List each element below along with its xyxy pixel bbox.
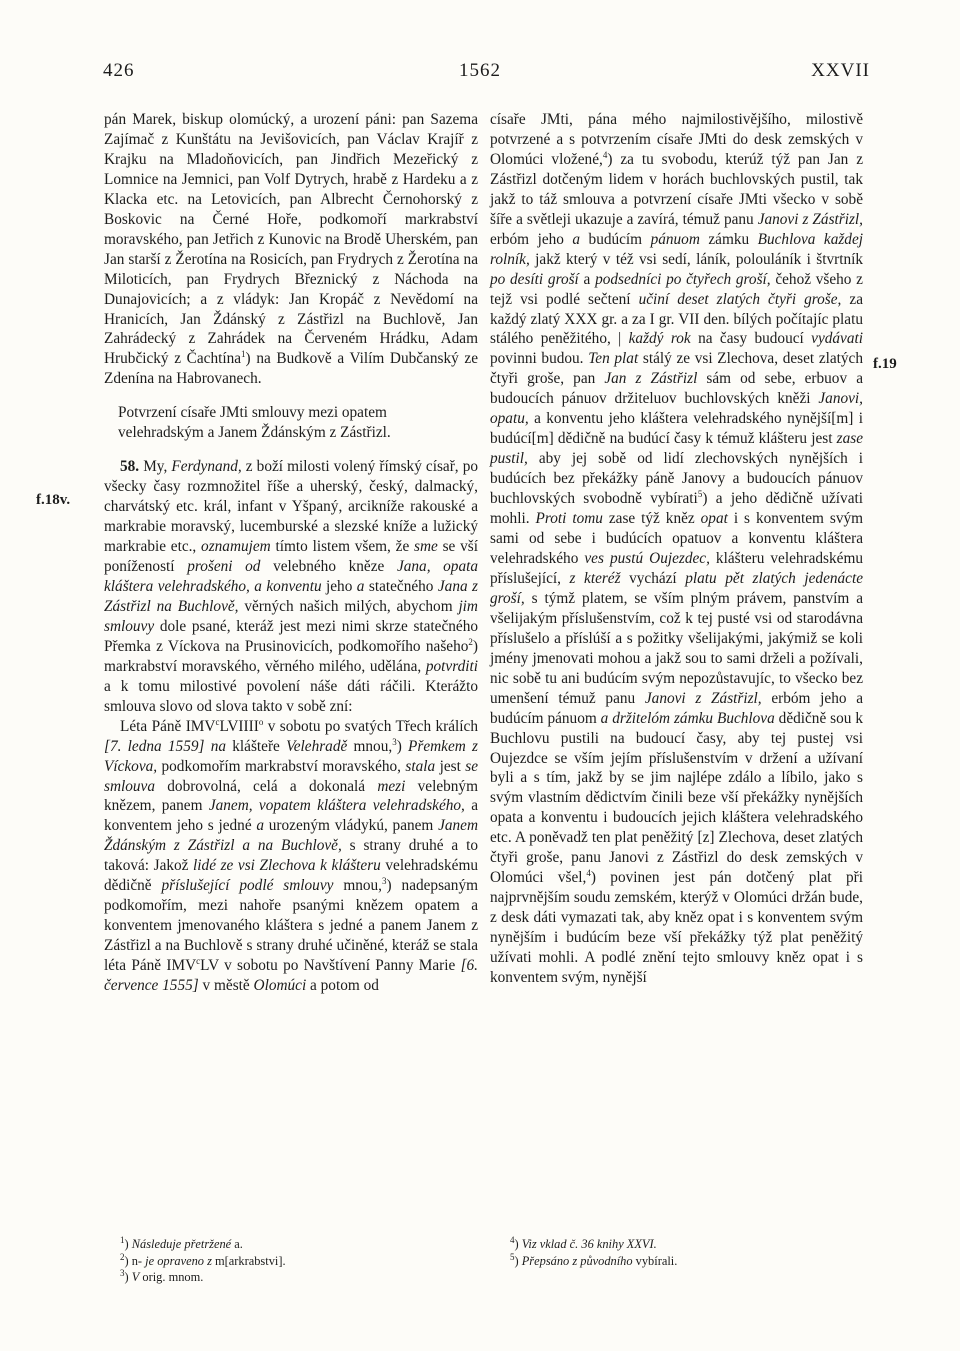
document-heading: Potvrzení císaře JMti smlouvy mezi opatem velehradským a Janem Ždánským z Zástřizl.	[118, 404, 391, 442]
footnote-4: $^4$) Viz vklad č. 36 knihy XXVI.	[510, 1234, 657, 1251]
footnote-3: $^3$) V orig. mnom.	[120, 1267, 204, 1284]
contract-continuation: císaře JMti, pána mého najmilostivějšího, milostivě potvrzené a s potvrzením císaře JMti do desk zemských v Olomúci vložené,$^4$) za tu svobodu, kterúž týž pan Jan z Zástřizl dotčeným lidem v horách buchlovských pustil, tak jakž to táž smlouva a potvrzení císaře JMti všecko v sobě šíře a světleji ukazuje a zavírá, témuž panu Janovi z Zástřizl, erbóm jeho a budúcím pánuom zámku Buchlova každej rolník, jakž který v též vsi sedí, láník, polouláník i štvrtník po desíti groší a podsedníci po čtyřech groší, čehož všeho z tejž vsi podlé sečtení učiní deset zlatých čtyři groše, za každý zlatý XXX gr. a za I gr. VII den. bílých počítajíc platu stálého peněžitého, | každý rok na časy budoucí vydávati povinni budou. Ten plat stálý ze vsi Zlechova, deset zlatých čtyři groše, pan Jan z Zástřizl sám od sebe, erbuov a budoucích pánuov držiteluov buchlovských kněži Janovi, opatu, a konventu jeho kláštera velehradského nynější[m] i budúcí[m] dědičně na budúcí časy k témuž klášteru jest zase pustil, aby jej sobě od lidí zlechovských nynějších i budúcích bez překážky páně Janovy a budoucích pánuov buchlovských svobodně vybírati$^5$) a jeho dědičně užívati mohli. Proti tomu zase týž kněz opat i s konventem svým sami od sebe i budúcích opatuov a konventu kláštera velehradského ves pustú Oujezdec, klášteru velehradskému příslušející, z kteréž vychází platu pět zlatých jedenácte groší, s týmž platem, se vším plným právem, panstvím a všelijakým příslušenstvím, což k tej pusté vsi od starodávna příslušelo a příslúší a s požitky všelijakými, jakýmiž se koli jmény jmenovati mohou a jakž sou to sami drželi a požívali, nic sobě tu ani budúcím svým nepozůstavujíc, to všecko bez umenšení témuž panu Janovi z Zástřizl, erbóm jeho a budúcím pánuom a držitelóm zámku Buchlova dědičně sou k Buchlovu pustili na budoucí časy, aby tej pustej vsi Oujezdce se vším jejím příslušenstvím v držení a užívaní byli a s tím, jakž by se jim najlépe zdálo a líbilo, jako s svým vlastním dědictvím činili beze vší překážky nynějších opata a konventu i budoucích jejich kláštera velehradského etc. A poněvadž ten plat peněžitý [z] Zlechova, deset zlatých čtyři groše, panu Janovi z Zástřizl do desk zemských v Olomúci všel,$^4$) povinen jest pán dotčený plat při najprvnějším soudu zemském, kterýž v Olomúci držán bude, z desk dáti vymazati tak, aby kněz opat i s konventem svým nynějším i budúcím beze vší překážky týž plat peněžitý užívati mohli. A podlé znění tejto smlouvy kněz opat i s konventem svým, nynější	[490, 111, 864, 986]
left-column	[104, 110, 478, 996]
contract-paragraph: Léta Páně IMV$^c$LVIIII$^o$ v sobotu po svatých Třech králích [7. ledna 1559] na klášteře Velehradě mnou,$^3$) Přemkem z Víckova, podkomořím markrabství moravského, stala jest se smlouva dobrovolná, celá a dokonalá mezi velebným knězem, panem Janem, vopatem kláštera velehradského, a konventem jeho s jedné a urozeným vládykú, panem Janem Ždánským z Zástřizl a na Buchlově, s strany druhé a to taková: Jakož lidé ze vsi Zlechova k klášteru velehradskému dědičně příslušející podlé smlouvy mnou,$^3$) nadepsaným podkomořím, mezi nahoře psanými knězem opatem a konventem jmenovaného kláštera s jedné a panem Janem z Zástřizl a na Buchlově s strany druhé učiněné, kteráž se stala léta Páně IMV$^c$LV v sobotu po Navštívení Panny Marie [6. července 1555] v městě Olomúci a potom od	[104, 716, 479, 995]
page-number: 426	[103, 60, 135, 81]
footnote-5: $^5$) Přepsáno z původního vybírali.	[510, 1251, 678, 1268]
chapter-roman-numeral: XXVII	[811, 60, 870, 81]
right-column	[490, 110, 863, 988]
footnote-2: $^2$) n- je opraveno z m[arkrabstvi].	[120, 1251, 286, 1268]
footnotes-left	[120, 1236, 460, 1286]
page-year: 1562	[459, 60, 501, 81]
margin-note-folio-left: f.18v.	[36, 492, 71, 508]
witness-list-paragraph: pán Marek, biskup olomúcký, a urození páni: pan Sazema Zajímač z Kunštátu na Jevišovicích, pan Václav Krajíř z Krajku na Mladoňovicích, pan Jindřich Mezeřický z Lomnice na Jemnici, pan Volf Dytrych, hrabě z Hardeku a z Klacka etc. na Letovicích, pan Albrecht Černohorský z Boskovic na Černé Hoře, podkomoří markrabství moravského, pan Jetřich z Kunovic na Brodě Uherském, pan Jan starší z Žerotína na Rosicích, pan Frydrych z Žerotína na Miloticích, pan Frydrych Březnický z Náchoda na Dunajovicích; a z vládyk: Jan Kropáč z Nevědomí na Hranicích, Jan Ždánský z Zástřizl na Buchlově, Jan Zahrádecký z Zahrádek na Červeném Hrádku, Adam Hrubčický z Čachtína$^1$) na Budkově a Vilím Dubčanský ze Zdenína na Habrovanech.	[104, 111, 478, 388]
footnote-1: $^1$) Následuje přetržené a.	[120, 1234, 243, 1251]
document-number: 58.	[120, 458, 140, 476]
page-header	[0, 60, 960, 90]
margin-note-folio-right: f.19	[873, 356, 897, 372]
footnotes-right	[510, 1236, 840, 1269]
charter-paragraph: 58. My, Ferdynand, z boží milosti volený římský císař, po všecky časy rozmnožitel říše a uherský, český, dalmacký, charvátský etc. král, infant v Yšpaný, arcikníže rakouské a markrabie moravský, lucemburské a slezské kníže a lužický markrabie etc., oznamujem tímto listem všem, že sme se vší ponížeností prošeni od velebného kněze Jana, opata kláštera velehradského, a konventu jeho a statečného Jana z Zástřizl na Buchlově, věrných našich milých, abychom jim smlouvy dole psané, kteráž jest mezi nimi skrze statečného Přemka z Víckova na Prusinovicích, podkomořího našeho$^2$) markrabství moravského, věrného milého, udělána, potvrditi a k tomu milostivé povolení náše dáti ráčili. Kterážto smlouva slovo od slova takto v sobě zní:	[104, 458, 479, 715]
